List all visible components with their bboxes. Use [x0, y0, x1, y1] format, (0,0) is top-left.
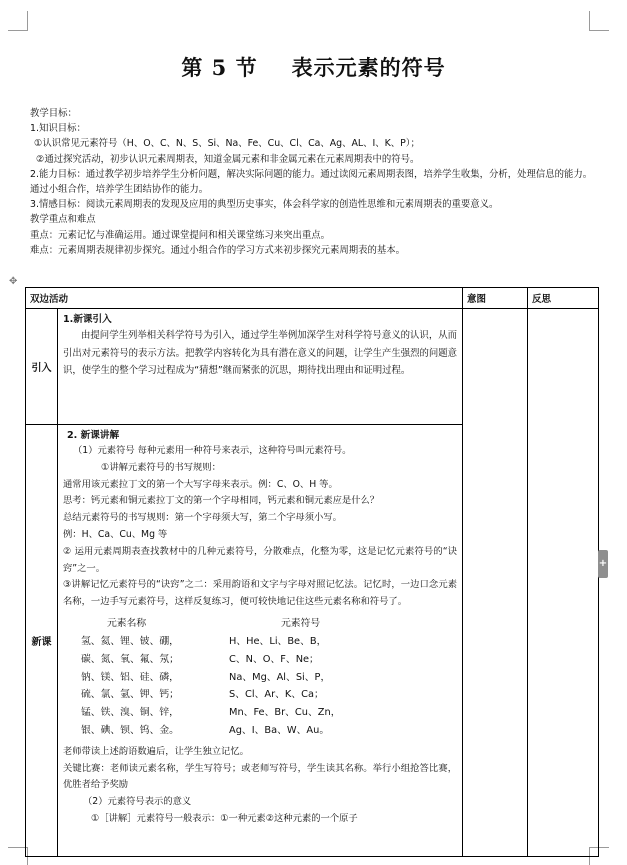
table-row [26, 309, 599, 425]
new-lesson-heading: 2. 新课讲解 [67, 430, 120, 441]
intent-cell [463, 309, 528, 857]
writing-rules-heading: ①讲解元素符号的书写规则： [101, 461, 221, 473]
symbol-meaning-explanation: ①［讲解］元素符号一般表示：①一种元素②这种元素的一个原子 [91, 812, 358, 824]
element-names: 银、碘、钡、钨、金。 [81, 724, 179, 736]
trick-one: ② 运用元素周期表查找教材中的几种元素符号，分散难点，化整为零，这是记忆元素符号的“诀窍”之一。 [63, 545, 458, 574]
symbol-row [81, 704, 381, 722]
section-number: 第 5 节 [181, 55, 258, 80]
key-points-heading: 教学重点和难点 [30, 214, 96, 226]
writing-rule-latin: 通常用该元素拉丁文的第一个大写字母来表示。例：C、O、H 等。 [63, 478, 338, 490]
header-intent: 意图 [463, 288, 528, 309]
crop-mark-top-left-vertical [27, 11, 28, 31]
element-names: 钠、镁、铝、硅、磷， [81, 671, 179, 683]
knowledge-goal-heading: 1.知识目标： [30, 123, 86, 135]
objectives-heading: 教学目标： [30, 108, 77, 119]
symbol-row [81, 651, 381, 669]
ability-goal: 2.能力目标：通过教学初步培养学生分析问题，解决实际问题的能力。通过读阅元素周期表图，培养学生收集，分析，处理信息的能力。通过小组合作，培养学生团结协作的能力。 [30, 168, 593, 196]
teaching-objectives [30, 106, 600, 258]
lesson-table [25, 287, 599, 857]
new-lesson-content [58, 425, 463, 857]
row-label-intro: 引入 [26, 309, 58, 425]
competition: 关键比赛：老师读元素名称，学生写符号；或老师写符号，学生读其名称。举行小组抢答比赛，优胜者给予奖励 [63, 762, 458, 791]
crop-mark-top-left-horizontal [8, 30, 28, 31]
move-handle-icon[interactable]: ✥ [9, 276, 18, 287]
key-point: 重点：元素记忆与准确运用。通过课堂提问和相关课堂练习来突出重点。 [30, 229, 331, 241]
element-name-header: 元素名称 [107, 617, 147, 629]
difficult-point: 难点：元素周期表规律初步探究。通过小组合作的学习方式来初步探究元素周期表的基本。 [30, 244, 406, 256]
teacher-reading: 老师带读上述韵语数遍后，让学生独立记忆。 [63, 745, 249, 757]
element-names: 锰、铁、溴、铜、锌， [81, 707, 179, 719]
rule-examples: 例：H、Ca、Cu、Mg 等 [63, 528, 168, 540]
element-symbols: S、Cl、Ar、K、Ca； [229, 689, 324, 701]
element-symbol-header: 元素符号 [281, 617, 321, 629]
crop-mark-top-right-horizontal [589, 30, 609, 31]
intro-heading: 1.新课引入 [63, 314, 112, 325]
intro-paragraph: 由提问学生列举相关科学符号为引入，通过学生举例加深学生对科学符号意义的认识，从而引出对元素符号的表示方法。把教学内容转化为具有潜在意义的问题，让学生产生强烈的问题意识，使学生的整个学习过程成为“猜想”继而紧张的沉思，期待找出理由和证明过程。 [63, 330, 458, 376]
header-reflection: 反思 [528, 288, 599, 309]
side-expand-tab[interactable]: + [598, 550, 608, 578]
think-question: 思考：钙元素和铜元素拉丁文的第一个字母相同，钙元素和铜元素应是什么？ [63, 495, 380, 507]
row-label-new-lesson: 新课 [26, 425, 58, 857]
symbol-row [81, 722, 381, 740]
element-names: 碳、氮、氧、氟、氖； [81, 653, 179, 665]
symbol-row [81, 669, 381, 687]
element-symbols: C、N、O、F、Ne； [229, 653, 319, 665]
element-symbols: Na、Mg、Al、Si、P， [229, 671, 331, 683]
element-symbol-definition: （1）元素符号 每种元素用一种符号来表示，这种符号叫元素符号。 [73, 445, 352, 456]
symbol-meaning-heading: （2）元素符号表示的意义 [83, 796, 192, 808]
knowledge-goal-1: ①认识常见元素符号（H、O、C、N、S、Si、Na、Fe、Cu、Cl、Ca、Ag、AL、I、K、P）； [34, 138, 420, 150]
reflection-cell [528, 309, 599, 857]
symbol-row [81, 686, 381, 704]
symbol-row [81, 633, 381, 651]
table-header-row [26, 288, 599, 309]
intro-content [58, 309, 463, 425]
header-activity: 双边活动 [26, 288, 463, 309]
element-names: 氢、氦、锂、铍、硼， [81, 635, 179, 647]
element-symbols: Mn、Fe、Br、Cu、Zn， [229, 707, 341, 719]
element-symbols: H、He、Li、Be、B， [229, 635, 327, 647]
page-title [0, 52, 627, 82]
knowledge-goal-2: ②通过探究活动，初步认识元素周期表，知道金属元素和非金属元素在元素周期表中的符号。 [36, 153, 420, 165]
element-symbol-table [81, 613, 381, 740]
element-names: 硫、氯、氩、钾、钙； [81, 689, 179, 701]
rule-summary: 总结元素符号的书写规则：第一个字母须大写，第二个字母须小写。 [63, 512, 342, 524]
trick-two: ③讲解记忆元素符号的“诀窍”之二：采用韵语和文字与字母对照记忆法。记忆时，一边口念元素名称，一边手写元素符号，这样反复练习，便可较快地记住这些元素名称和符号了。 [63, 579, 458, 608]
crop-mark-top-right-vertical [589, 11, 590, 31]
section-title: 表示元素的符号 [291, 55, 446, 80]
emotion-goal: 3.情感目标：阅读元素周期表的发现及应用的典型历史事实，体会科学家的创造性思维和元素周期表的重要意义。 [30, 199, 499, 211]
element-symbols: Ag、I、Ba、W、Au。 [229, 724, 330, 736]
